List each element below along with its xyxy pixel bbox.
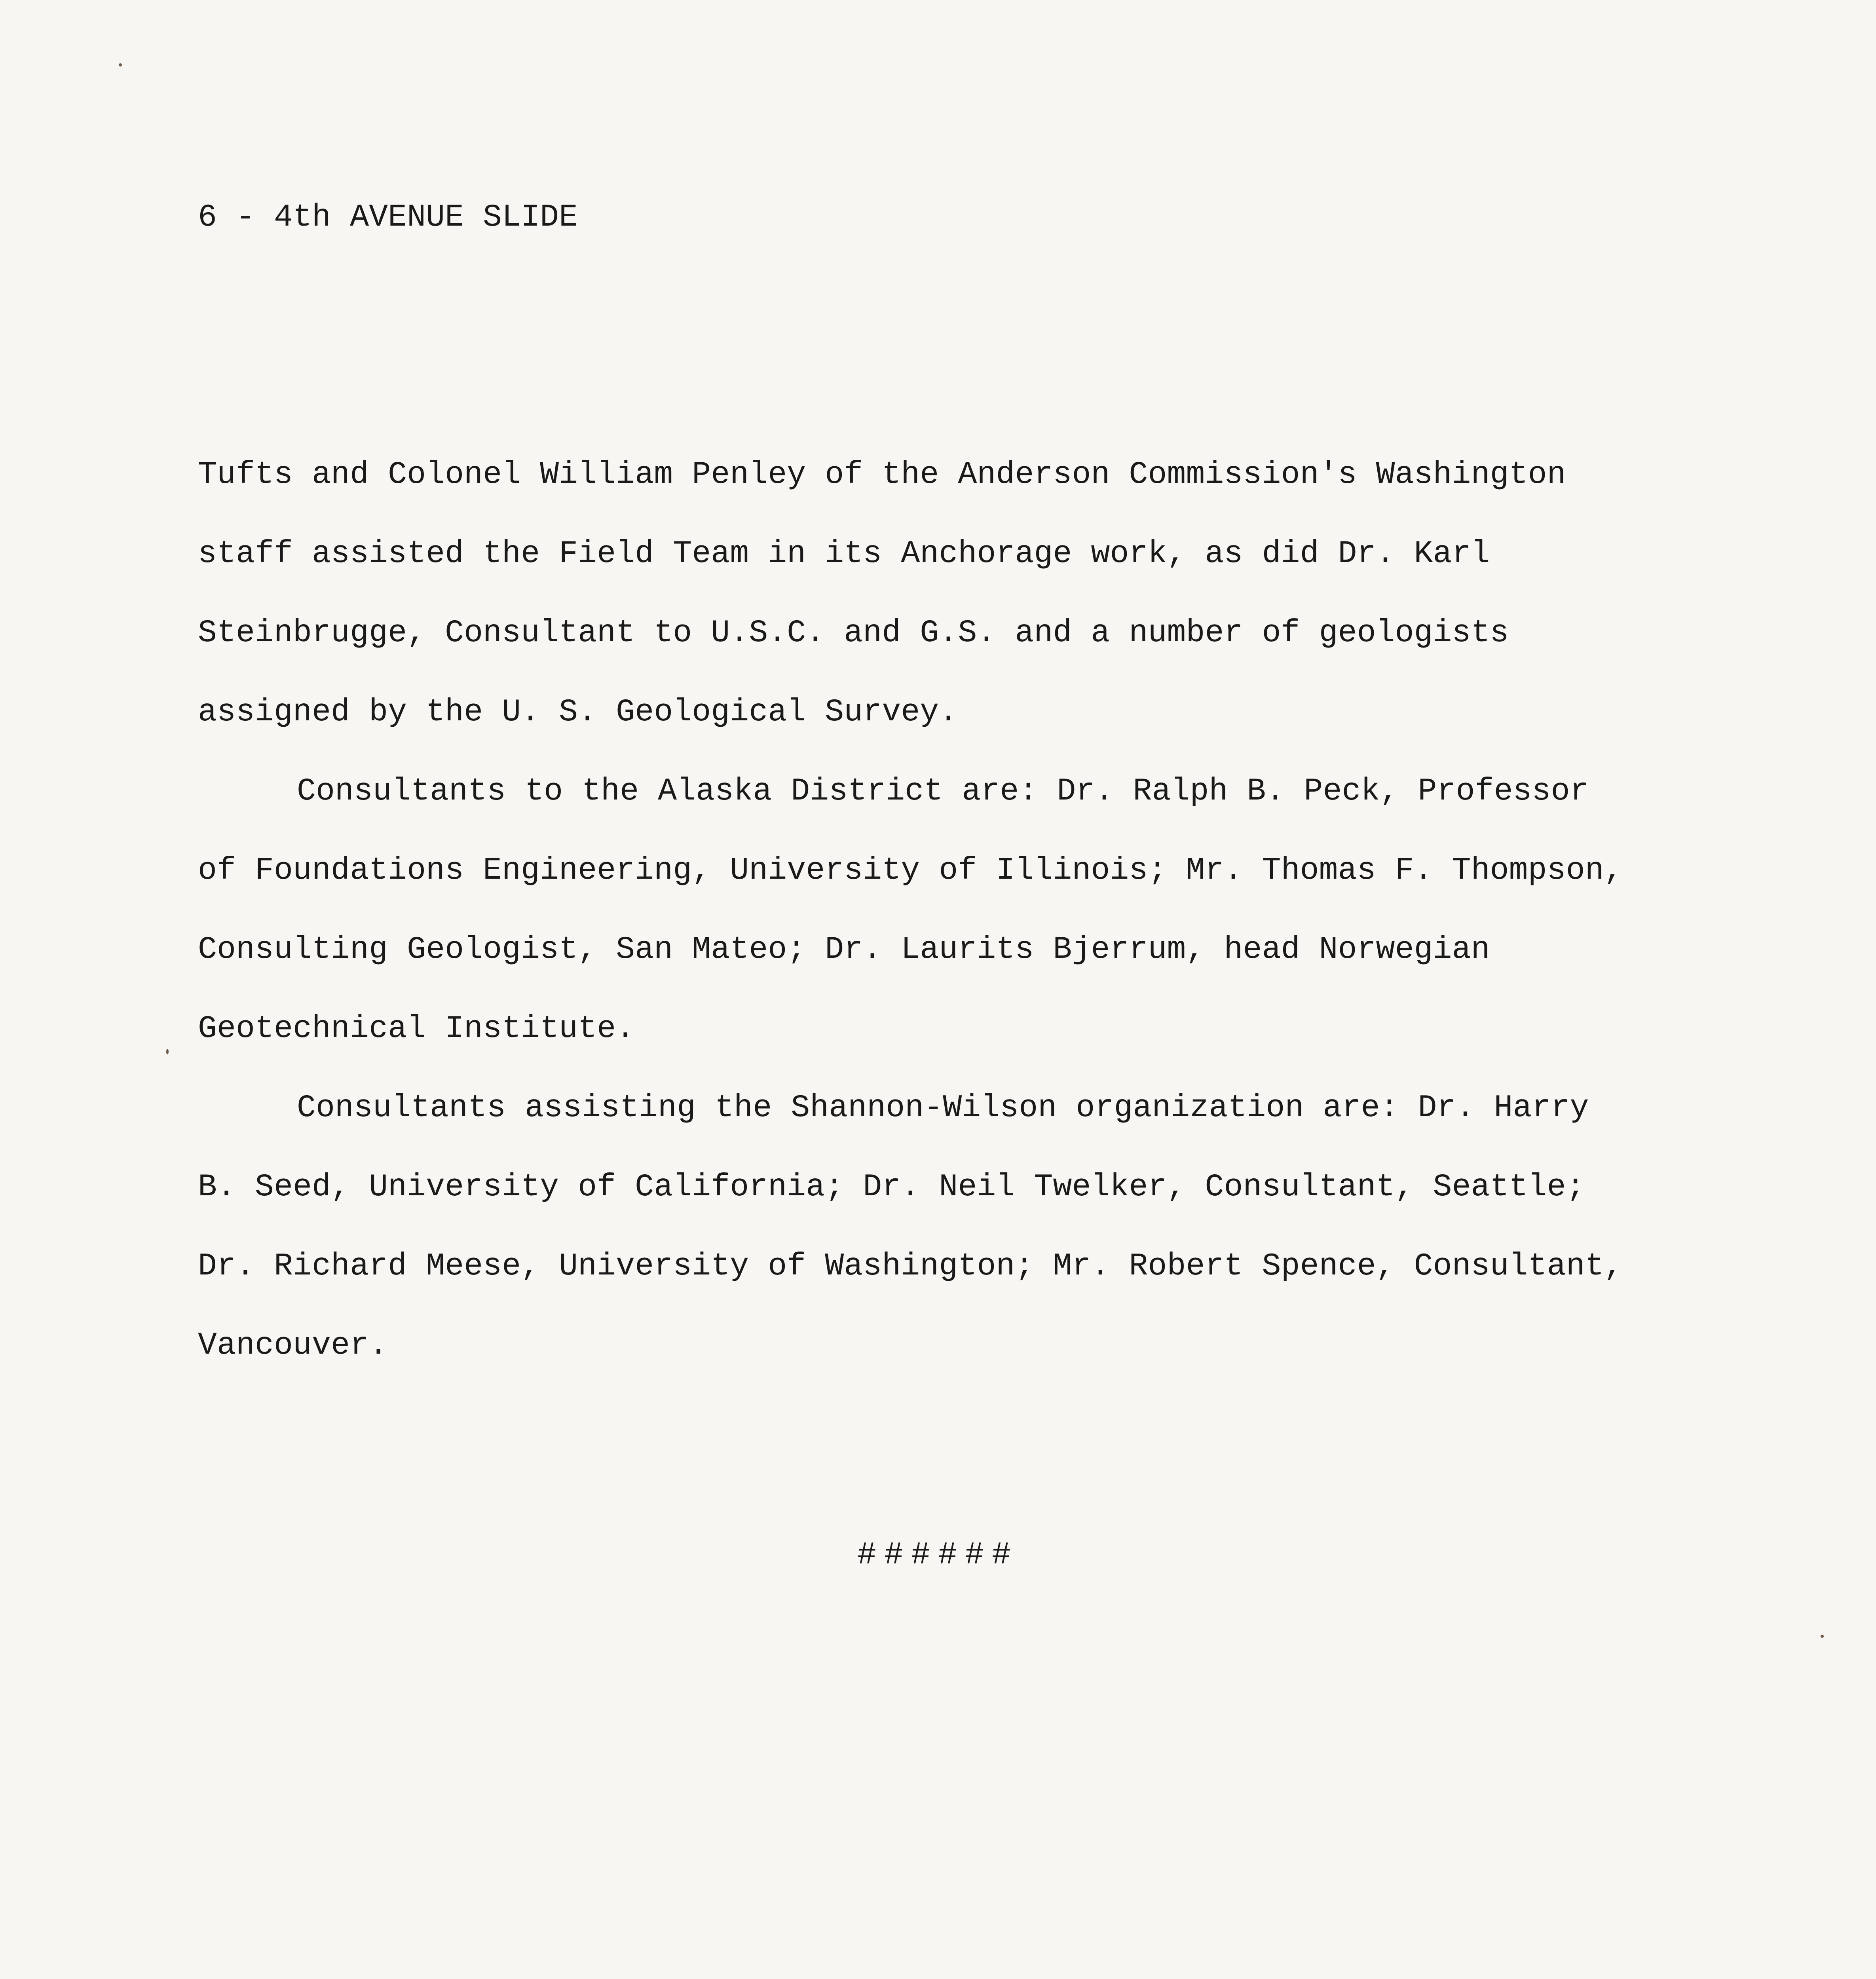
text-line: Geotechnical Institute. [198, 1011, 635, 1047]
text-line: of Foundations Engineering, University of Illinois; Mr. Thomas F. Thompson, [198, 853, 1623, 889]
paragraph-1 [198, 435, 1710, 752]
text-line: Consultants assisting the Shannon-Wilson organization are: Dr. Harry [297, 1090, 1589, 1126]
paper-speck [1821, 1635, 1824, 1638]
end-of-document-mark: ###### [857, 1537, 1019, 1573]
document-body [198, 435, 1710, 1385]
text-line: Vancouver. [198, 1328, 388, 1364]
paragraph-3 [198, 1069, 1710, 1385]
text-line: Dr. Richard Meese, University of Washington; Mr. Robert Spence, Consultant, [198, 1248, 1623, 1284]
text-line: Consultants to the Alaska District are: Dr. Ralph B. Peck, Professor [297, 773, 1589, 809]
paragraph-2 [198, 752, 1710, 1069]
page-header: 6 - 4th AVENUE SLIDE [198, 199, 578, 236]
text-line: staff assisted the Field Team in its Anchorage work, as did Dr. Karl [198, 536, 1490, 572]
text-line: Consulting Geologist, San Mateo; Dr. Laurits Bjerrum, head Norwegian [198, 932, 1490, 968]
paper-speck [166, 1049, 169, 1054]
paper-speck [119, 63, 122, 66]
text-line: B. Seed, University of California; Dr. Neil Twelker, Consultant, Seattle; [198, 1169, 1585, 1205]
text-line: Tufts and Colonel William Penley of the Anderson Commission's Washington [198, 457, 1566, 493]
text-line: Steinbrugge, Consultant to U.S.C. and G.S. and a number of geologists [198, 615, 1509, 651]
text-line: assigned by the U. S. Geological Survey. [198, 694, 958, 730]
